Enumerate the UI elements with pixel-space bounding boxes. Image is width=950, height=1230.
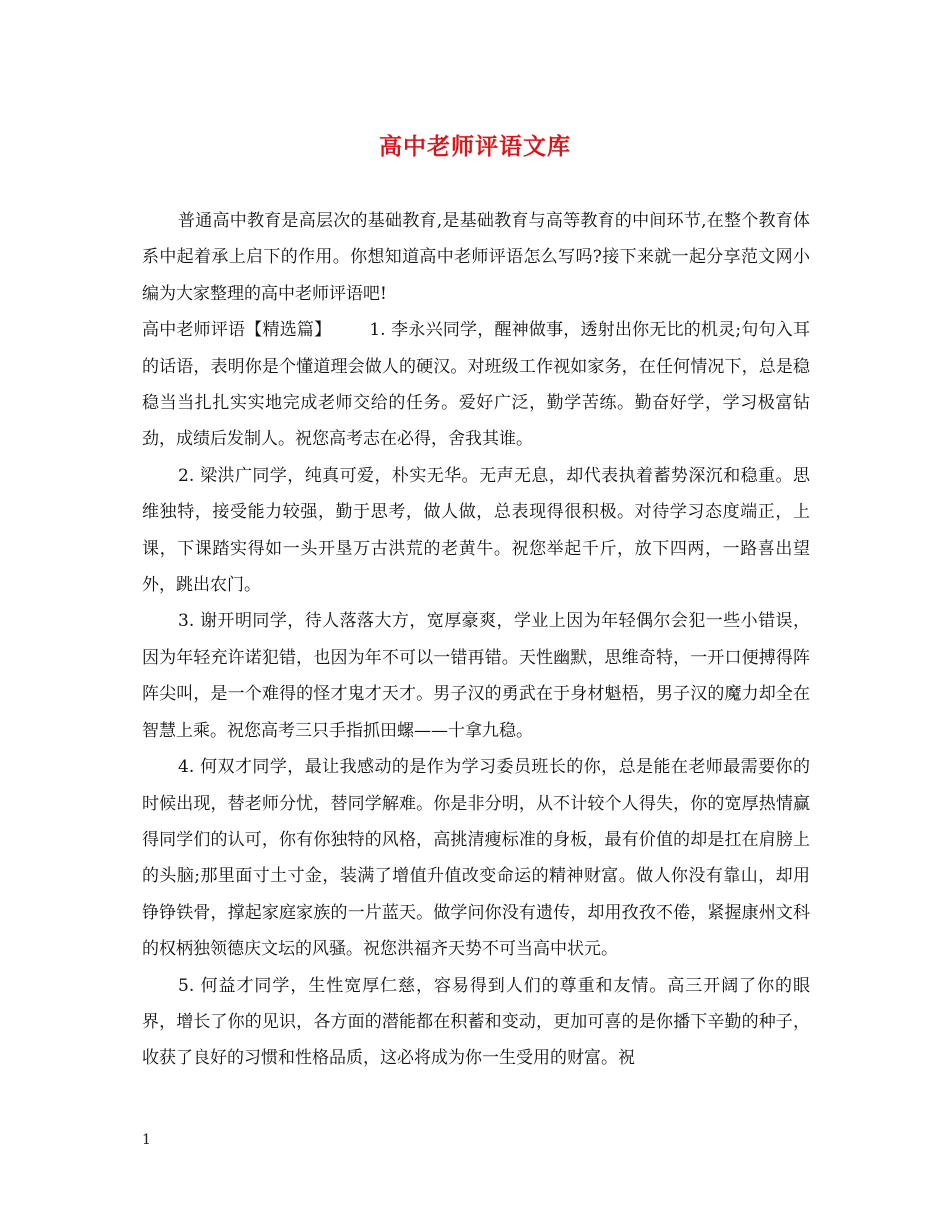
comment-1-text: 1. 李永兴同学，醒神做事，透射出你无比的机灵;句句入耳的话语，表明你是个懂道理会做人的硬汉。对班级工作视如家务，在任何情况下，总是稳稳当当扎扎实实地完成老师交给的任务。爱好广泛，勤学苦练。勤奋好学，学习极富钻劲，成绩后发制人。祝您高考志在必得，舍我其谁。 xyxy=(142,320,810,450)
section-paragraph-1 xyxy=(142,312,810,458)
section-heading: 高中老师评语【精选篇】 xyxy=(142,320,332,341)
comment-paragraph-2: 2. 梁洪广同学，纯真可爱，朴实无华。无声无息，却代表执着蓄势深沉和稳重。思维独特，接受能力较强，勤于思考，做人做，总表现得很积极。对待学习态度端正，上课，下课踏实得如一头开垦万古洪荒的老黄牛。祝您举起千斤，放下四两，一路喜出望外，跳出农门。 xyxy=(142,465,810,596)
comment-paragraph-3: 3. 谢开明同学，待人落落大方，宽厚豪爽，学业上因为年轻偶尔会犯一些小错误，因为年轻充许诺犯错，也因为年不可以一错再错。天性幽默，思维奇特，一开口便搏得阵阵尖叫，是一个难得的怪才鬼才天才。男子汉的勇武在于身材魁梧，男子汉的魔力却全在智慧上乘。祝您高考三只手指抓田螺——十拿九稳。 xyxy=(142,611,810,741)
document-body xyxy=(142,203,810,1077)
comment-paragraph-5: 5. 何益才同学，生性宽厚仁慈，容易得到人们的尊重和友情。高三开阔了你的眼界，增长了你的见识，各方面的潜能都在积蓄和变动，更加可喜的是你播下辛勤的种子，收获了良好的习惯和性格品质，这必将成为你一生受用的财富。祝 xyxy=(142,975,810,1069)
comment-paragraph-4: 4. 何双才同学，最让我感动的是作为学习委员班长的你，总是能在老师最需要你的时候出现，替老师分忧，替同学解难。你是非分明，从不计较个人得失，你的宽厚热情赢得同学们的认可，你有你独特的风格，高挑清瘦标准的身板，最有价值的却是扛在肩膀上的头脑;那里面寸土寸金，装满了增值升值改变命运的精神财富。做人你没有靠山，却用铮铮铁骨，撑起家庭家族的一片蓝天。做学问你没有遗传，却用孜孜不倦，紧握康州文科的权柄独领德庆文坛的风骚。祝您洪福齐天势不可当高中状元。 xyxy=(142,757,810,960)
document-title: 高中老师评语文库 xyxy=(379,133,571,160)
intro-paragraph: 普通高中教育是高层次的基础教育,是基础教育与高等教育的中间环节,在整个教育体系中起着承上启下的作用。你想知道高中老师评语怎么写吗?接下来就一起分享范文网小编为大家整理的高中老师评语吧! xyxy=(142,211,810,304)
page-number: 1 xyxy=(142,1132,151,1148)
